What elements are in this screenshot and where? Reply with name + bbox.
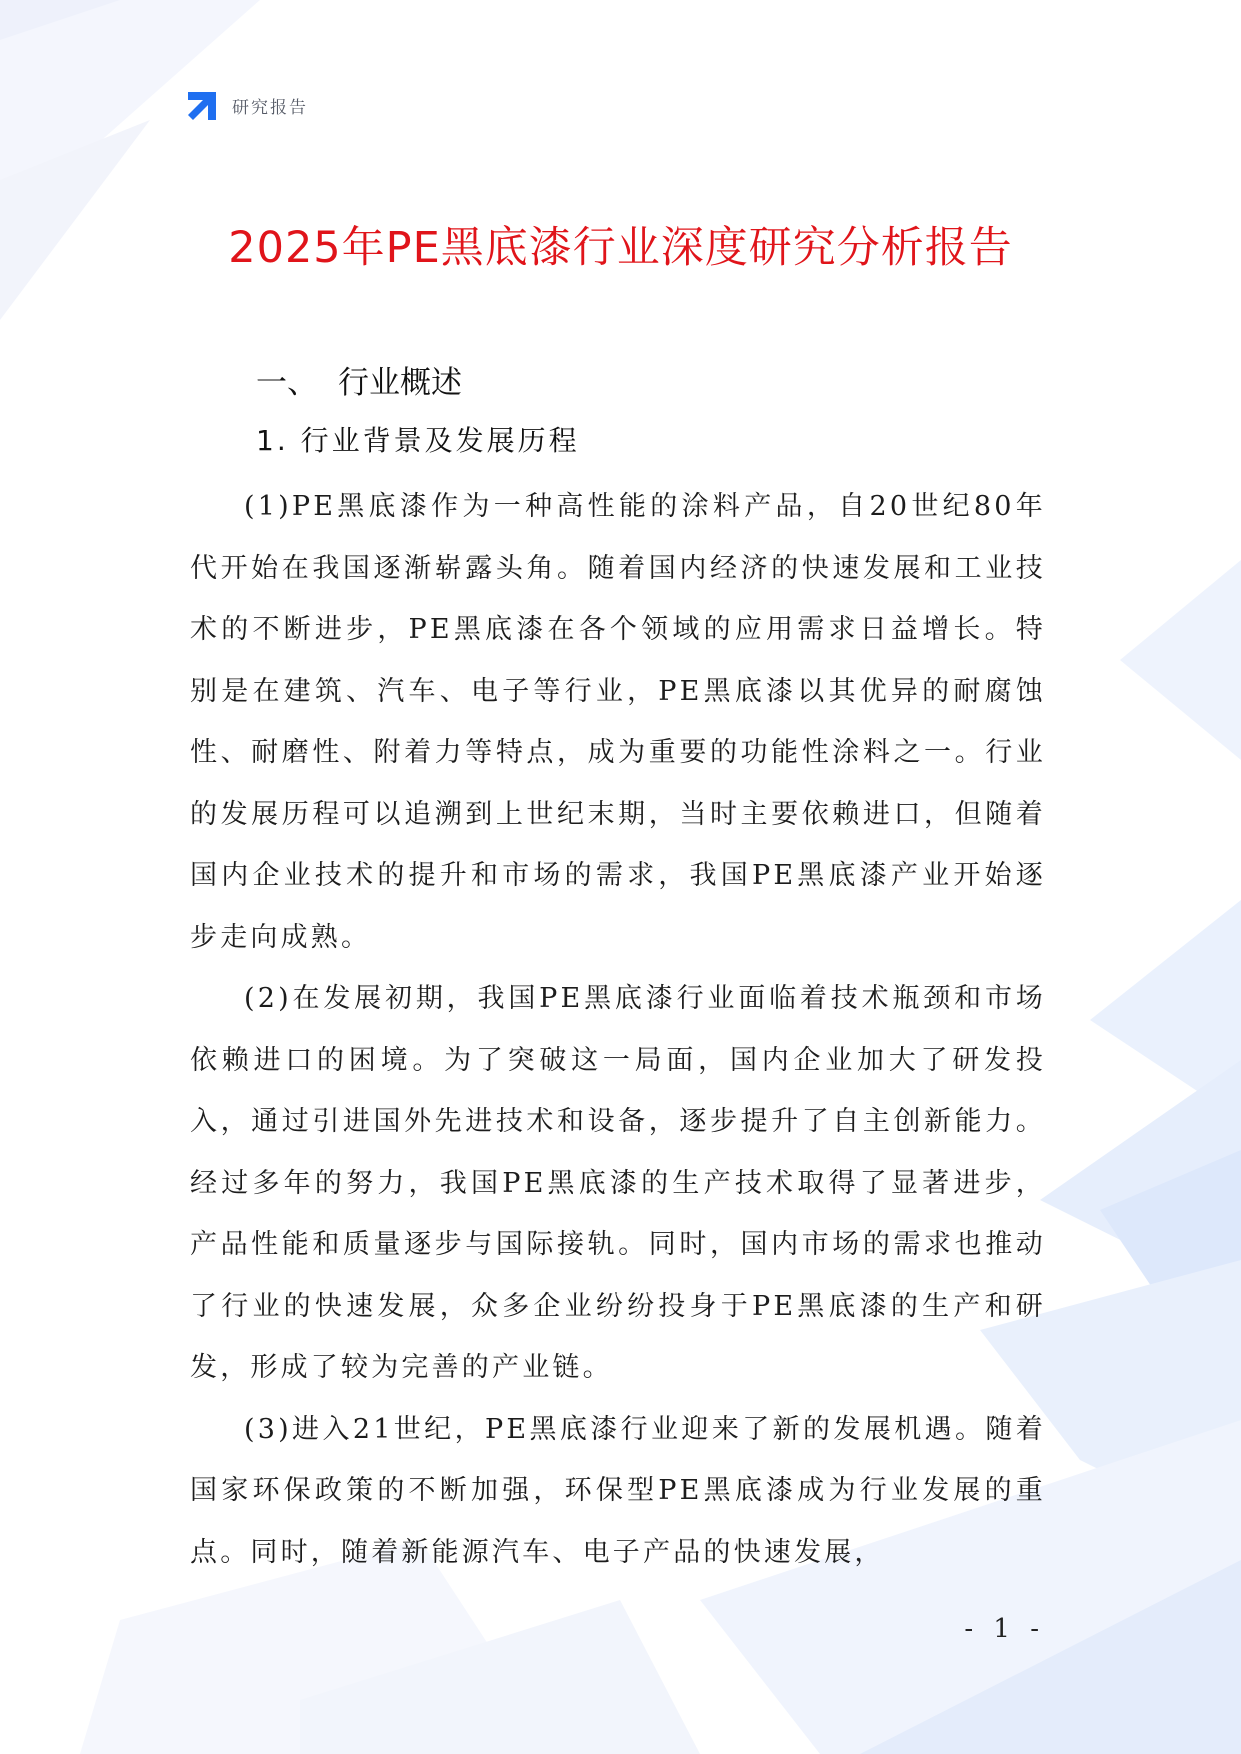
arrow-up-right-icon xyxy=(186,88,220,122)
paragraph-2: (2)在发展初期，我国PE黑底漆行业面临着技术瓶颈和市场依赖进口的困境。为了突破这一局面，国内企业加大了研发投入，通过引进国外先进技术和设备，逐步提升了自主创新能力。经过多年的努力，我国PE黑底漆的生产技术取得了显著进步，产品性能和质量逐步与国际接轨。同时，国内市场的需求也推动了行业的快速发展，众多企业纷纷投身于PE黑底漆的生产和研发，形成了较为完善的产业链。 xyxy=(190,983,1046,1383)
brand-label: 研究报告 xyxy=(232,97,308,118)
page-number: - 1 - xyxy=(964,1614,1045,1644)
section-heading xyxy=(256,357,462,402)
document-title: 2025年PE黑底漆行业深度研究分析报告 xyxy=(228,223,1013,273)
subsection-heading: 1. 行业背景及发展历程 xyxy=(256,424,580,457)
body-text xyxy=(190,476,1046,1583)
paragraph-1: (1)PE黑底漆作为一种高性能的涂料产品，自20世纪80年代开始在我国逐渐崭露头角。随着国内经济的快速发展和工业技术的不断进步，PE黑底漆在各个领域的应用需求日益增长。特别是在建筑、汽车、电子等行业，PE黑底漆以其优异的耐腐蚀性、耐磨性、附着力等特点，成为重要的功能性涂料之一。行业的发展历程可以追溯到上世纪末期，当时主要依赖进口，但随着国内企业技术的提升和市场的需求，我国PE黑底漆产业开始逐步走向成熟。 xyxy=(190,491,1046,953)
paragraph-3: (3)进入21世纪，PE黑底漆行业迎来了新的发展机遇。随着国家环保政策的不断加强，环保型PE黑底漆成为行业发展的重点。同时，随着新能源汽车、电子产品的快速发展， xyxy=(190,1413,1046,1568)
section-title: 行业概述 xyxy=(338,365,462,401)
section-number: 一、 xyxy=(256,365,318,401)
report-header xyxy=(186,88,308,122)
